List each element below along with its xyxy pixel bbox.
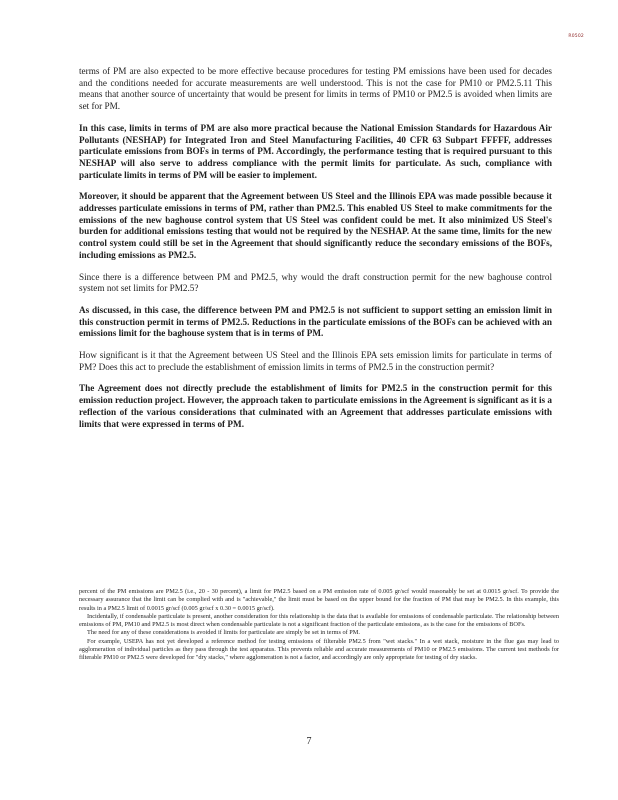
- question-paragraph: Since there is a difference between PM and PM2.5, why would the draft construction permit for the new baghouse control system not set limits for PM2.5?: [79, 271, 552, 294]
- footnote: For example, USEPA has not yet developed a reference method for testing emissions of filterable PM2.5 from "wet stacks." In a wet stack, moisture in the flue gas may lead to agglomeration of individual particles as they pass through the test apparatus. This prevents reliable and accurate measurements of PM10 or PM2.5 emissions. The current test methods for filterable PM10 or PM2.5 were developed for "dry stacks," where agglomeration is not a factor, and accordingly are only appropriate for testing of dry stacks.: [79, 637, 559, 662]
- question-paragraph: How significant is it that the Agreement between US Steel and the Illinois EPA sets emission limits for particulate in terms of PM? Does this act to preclude the establishment of emission limits in terms of PM2.5 in the construction permit?: [79, 350, 552, 372]
- footnote: percent of the PM emissions are PM2.5 (i.e., 20 - 30 percent), a limit for PM2.5 based on a PM emission rate of 0.005 gr/scf would reasonably be set at 0.0015 gr/scf. To provide the necessary assurance that the limit can be complied with and is "achievable," the limit must be based on the upper bound for the fraction of PM that may be PM2.5. In this example, this results in a PM2.5 limit of 0.0015 gr/scf (0.005 gr/scf x 0.30 = 0.0015 gr/scf).: [79, 588, 559, 612]
- page-number: 7: [306, 736, 312, 747]
- document-stamp: R0502: [568, 34, 584, 39]
- paragraph: Moreover, it should be apparent that the Agreement between US Steel and the Illinois EPA was made possible because it addresses particulate emissions in terms of PM, rather than PM2.5. This enabled US Steel to make commitments for the emissions of the new baghouse control system that US Steel was confident could be met. It also minimized US Steel's burden for additional emissions testing that would not be required by the NESHAP. At the same time, limits for the new control system could still be set in the Agreement that should significantly reduce the secondary emissions of the BOFs, including emissions as PM2.5.: [79, 191, 552, 260]
- answer-paragraph: As discussed, in this case, the difference between PM and PM2.5 is not sufficient to support setting an emission limit in this construction permit in terms of PM2.5. Reductions in the particulate emissions of the BOFs can be achieved with an emissions limit for the baghouse system that is in terms of PM.: [79, 304, 552, 339]
- document-body: [79, 66, 552, 440]
- footnote: Incidentally, if condensable particulate is present, another consideration for this relationship is the data that is available for emissions of condensable particulate. The relationship between emissions of PM, PM10 and PM2.5 is most direct when condensable particulate is not a significant fraction of the particulate emissions, as is the case for the emissions of BOFs.: [79, 612, 559, 629]
- paragraph: terms of PM are also expected to be more effective because procedures for testing PM emissions have been used for decades and the conditions needed for accurate measurements are well understood. This is not the case for PM10 or PM2.5.11 This means that another source of uncertainty that would be present for limits in terms of PM10 or PM2.5 is avoided when limits are set for PM.: [79, 66, 552, 112]
- footnote: The need for any of these considerations is avoided if limits for particulate are simply be set in terms of PM.: [87, 629, 360, 637]
- footnotes: [79, 588, 559, 663]
- paragraph: In this case, limits in terms of PM are also more practical because the National Emission Standards for Hazardous Air Pollutants (NESHAP) for Integrated Iron and Steel Manufacturing Facilities, 40 CFR 63 Subpart FFFFF, addresses particulate emissions from BOFs in terms of PM. Accordingly, the performance testing that is required pursuant to this NESHAP will also serve to address compliance with the permit limits for particulate. As such, compliance with particulate limits in terms of PM will be easier to implement.: [79, 122, 552, 180]
- answer-paragraph: The Agreement does not directly preclude the establishment of limits for PM2.5 in the construction permit for this emission reduction project. However, the approach taken to particulate emissions in the Agreement is significant as it is a reflection of the various considerations that culminated with an Agreement that addresses particulate emissions with limits that were expressed in terms of PM.: [79, 383, 552, 429]
